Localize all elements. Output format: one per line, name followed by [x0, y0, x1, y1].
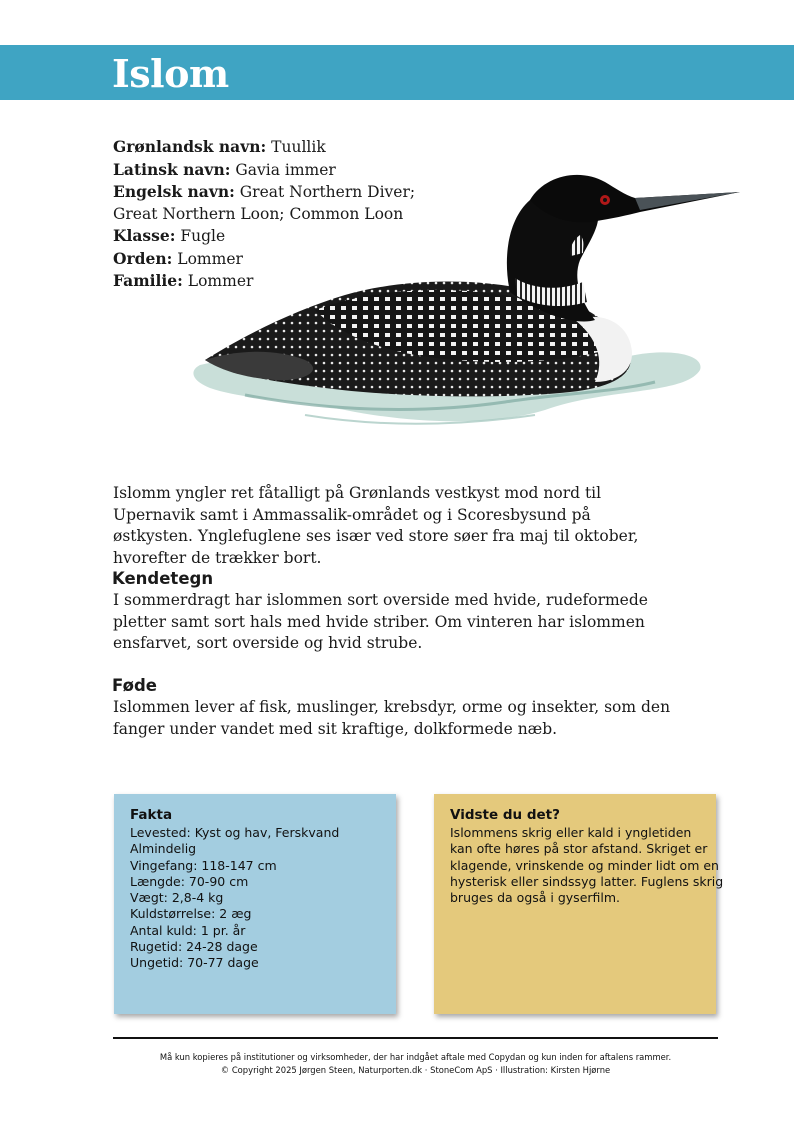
name-label: Orden: [113, 248, 173, 268]
name-value: Lommer [177, 249, 243, 268]
fakta-line: Levested: Kyst og hav, Ferskvand [130, 825, 340, 840]
vidste-line: klagende, vrinskende og minder lidt om en [450, 857, 719, 873]
section-text-fode: Islommen lever af fisk, muslinger, krebsdyr, orme og insekter, som den fanger under vandet med sit kraftige, dolkformede næb. [113, 698, 671, 738]
section-text-kendetegn: I sommerdragt har islommen sort overside med hvide, rudeformede pletter samt sort hals med hvide striber. Om vinteren har islommen ensfarvet, sort overside og hvid strube. [113, 591, 648, 652]
vidste-box [434, 794, 724, 1014]
section-heading-fode: Føde [112, 676, 157, 695]
name-value: Lommer [187, 272, 254, 290]
fakta-line: Almindelig [130, 841, 197, 857]
fakta-line: Ungetid: 70-77 dage [130, 955, 259, 971]
name-value: Tuullik [271, 138, 326, 156]
intro-paragraph: Islomm yngler ret fåtalligt på Grønlands vestkyst mod nord til Upernavik samt i Ammassalik-området og i Scoresbysund på østkysten. Ynglefuglene ses især ved store søer fra maj til oktober, hvorefter de trækker bort. [113, 484, 639, 567]
section-heading-kendetegn: Kendetegn [112, 569, 214, 588]
name-label: Engelsk navn: [113, 182, 235, 201]
loon-illustration [185, 160, 755, 450]
footer-copyright: © Copyright 2025 Jørgen Steen, Naturporten.dk · StoneCom ApS · Illustration: Kirsten Hjørne [220, 1065, 611, 1075]
vidste-line: hysterisk eller sindssyg latter. Fuglens skrig [450, 873, 724, 889]
fakta-line: Antal kuld: 1 pr. år [130, 922, 246, 938]
fakta-title: Fakta [130, 807, 173, 823]
name-label: Latinsk navn: [113, 159, 231, 179]
name-value: Great Northern Diver; Great Northern Loon; Common Loon [113, 183, 416, 223]
name-row-greenlandic [113, 136, 453, 159]
fakta-line: Kuldstørrelse: 2 æg [130, 906, 252, 922]
name-label: Familie: [113, 271, 183, 290]
name-value: Fugle [180, 227, 226, 245]
page-title: Islom [112, 51, 229, 96]
name-label: Klasse: [113, 226, 176, 245]
vidste-line: bruges da også i gyserfilm. [450, 890, 621, 906]
vidste-title: Vidste du det? [450, 807, 560, 823]
vidste-line: kan ofte høres på stor afstand. Skriget er [450, 841, 708, 857]
name-value: Gavia immer [235, 160, 336, 179]
fakta-line: Vingefang: 118-147 cm [130, 857, 277, 873]
footer-divider [113, 1037, 718, 1039]
footer-license: Må kun kopieres på institutioner og virksomheder, der har indgået aftale med Copydan og kun inden for aftalens rammer. [159, 1052, 672, 1062]
footer [113, 1051, 718, 1077]
name-label: Grønlandsk navn: [113, 137, 267, 156]
fakta-line: Rugetid: 24-28 dage [130, 939, 258, 955]
fakta-line: Vægt: 2,8-4 kg [130, 890, 224, 906]
fakta-box [114, 794, 396, 1014]
vidste-line: Islommens skrig eller kald i yngletiden [450, 825, 692, 840]
fakta-line: Længde: 70-90 cm [130, 873, 249, 889]
